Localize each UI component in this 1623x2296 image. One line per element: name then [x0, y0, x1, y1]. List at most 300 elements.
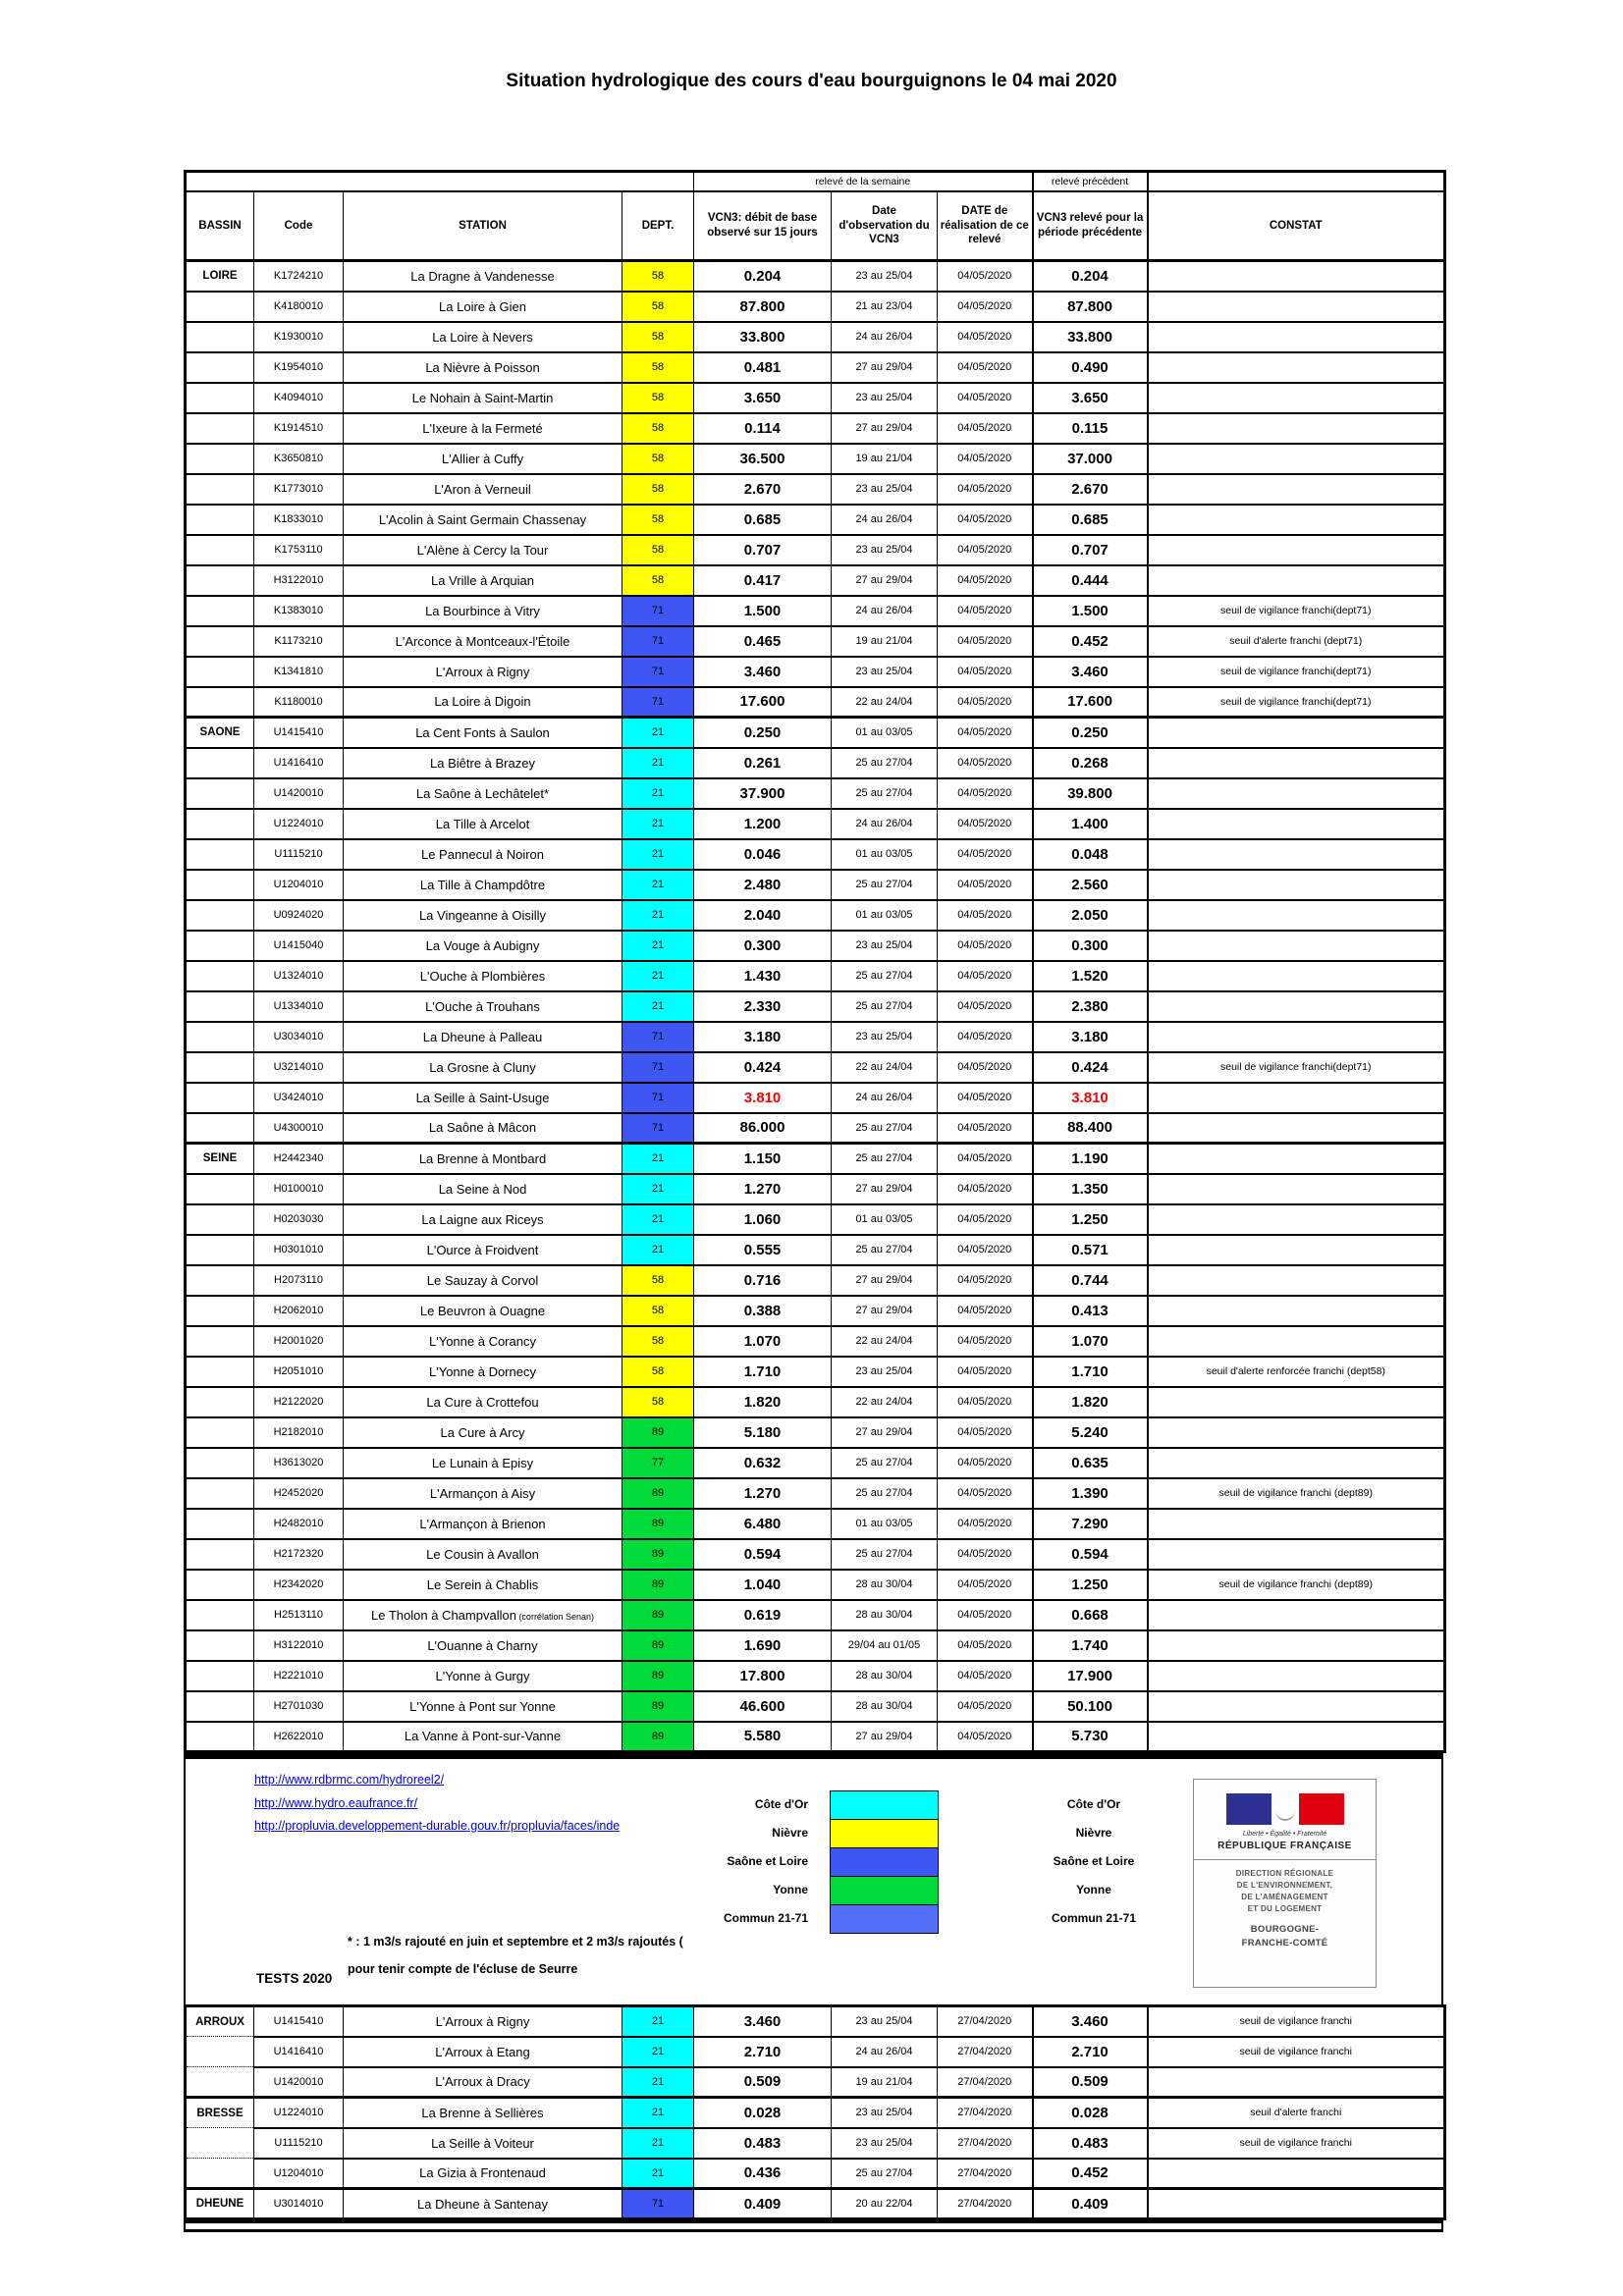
cell-vcn3: 0.409	[694, 2189, 832, 2219]
cell-code: H2513110	[254, 1600, 344, 1630]
cell-bassin	[186, 1387, 254, 1417]
cell-dept: 21	[622, 991, 694, 1022]
cell-code: U1420010	[254, 778, 344, 809]
cell-dept: 89	[622, 1478, 694, 1509]
cell-dept: 58	[622, 292, 694, 322]
cell-station: La Brenne à Montbard	[344, 1144, 622, 1174]
cell-dept: 21	[622, 1174, 694, 1204]
cell-station: La Cure à Crottefou	[344, 1387, 622, 1417]
cell-date-releve: 04/05/2020	[938, 1448, 1033, 1478]
cell-constat: seuil de vigilance franchi(dept71)	[1148, 596, 1445, 626]
cell-vcn3-previous: 2.670	[1033, 474, 1148, 505]
cell-dept: 71	[622, 1052, 694, 1083]
cell-date-releve: 27/04/2020	[938, 2006, 1033, 2037]
cell-constat	[1148, 1539, 1445, 1570]
cell-station: La Vanne à Pont-sur-Vanne	[344, 1722, 622, 1752]
cell-bassin	[186, 1722, 254, 1752]
cell-date-releve: 04/05/2020	[938, 1722, 1033, 1752]
cell-constat	[1148, 1235, 1445, 1265]
cell-station: La Dheune à Santenay	[344, 2189, 622, 2219]
cell-code: K1773010	[254, 474, 344, 505]
cell-dept: 71	[622, 1022, 694, 1052]
cell-vcn3: 0.028	[694, 2098, 832, 2128]
cell-date-releve: 04/05/2020	[938, 870, 1033, 900]
cell-date-observation: 22 au 24/04	[832, 1326, 938, 1357]
cell-date-observation: 23 au 25/04	[832, 261, 938, 292]
cell-constat	[1148, 352, 1445, 383]
cell-bassin	[186, 1235, 254, 1265]
cell-bassin	[186, 383, 254, 413]
cell-date-releve: 04/05/2020	[938, 778, 1033, 809]
cell-date-observation: 01 au 03/05	[832, 839, 938, 870]
table-row	[186, 1661, 1445, 1691]
cell-station: La Cure à Arcy	[344, 1417, 622, 1448]
table-row	[186, 1204, 1445, 1235]
cell-station: Le Cousin à Avallon	[344, 1539, 622, 1570]
table-row	[186, 1630, 1445, 1661]
cell-dept: 71	[622, 1083, 694, 1113]
table-row	[186, 1387, 1445, 1417]
cell-vcn3: 5.580	[694, 1722, 832, 1752]
cell-date-observation: 27 au 29/04	[832, 1296, 938, 1326]
cell-date-releve: 04/05/2020	[938, 1083, 1033, 1113]
cell-date-releve: 27/04/2020	[938, 2128, 1033, 2159]
cell-code: H0203030	[254, 1204, 344, 1235]
band-spacer-left	[186, 172, 694, 192]
cell-date-releve: 04/05/2020	[938, 657, 1033, 687]
cell-date-observation: 25 au 27/04	[832, 1448, 938, 1478]
cell-vcn3: 17.600	[694, 687, 832, 718]
header-date-observation: Date d'observation du VCN3	[832, 191, 938, 261]
cell-vcn3-previous: 0.707	[1033, 535, 1148, 565]
cell-date-releve: 04/05/2020	[938, 322, 1033, 352]
cell-constat	[1148, 383, 1445, 413]
legend-label-commun: Commun 21-71	[723, 1911, 808, 1925]
cell-vcn3-previous: 1.520	[1033, 961, 1148, 991]
cell-constat	[1148, 1296, 1445, 1326]
cell-bassin	[186, 626, 254, 657]
cell-bassin	[186, 1570, 254, 1600]
cell-vcn3: 1.820	[694, 1387, 832, 1417]
legend-label-saone-et-loire: Saône et Loire	[727, 1854, 808, 1868]
cell-code: U1115210	[254, 839, 344, 870]
cell-vcn3: 2.480	[694, 870, 832, 900]
cell-constat: seuil de vigilance franchi(dept71)	[1148, 657, 1445, 687]
cell-date-releve: 04/05/2020	[938, 1144, 1033, 1174]
cell-date-observation: 23 au 25/04	[832, 1022, 938, 1052]
cell-station: La Seille à Saint-Usuge	[344, 1083, 622, 1113]
cell-constat	[1148, 1204, 1445, 1235]
cell-vcn3: 0.685	[694, 505, 832, 535]
cell-vcn3-previous: 3.810	[1033, 1083, 1148, 1113]
table-row	[186, 931, 1445, 961]
cell-vcn3: 2.710	[694, 2037, 832, 2067]
cell-date-observation: 19 au 21/04	[832, 2067, 938, 2098]
table-row	[186, 2128, 1445, 2159]
cell-vcn3: 2.040	[694, 900, 832, 931]
cell-dept: 21	[622, 718, 694, 748]
cell-date-releve: 04/05/2020	[938, 1113, 1033, 1144]
cell-constat: seuil de vigilance franchi (dept89)	[1148, 1478, 1445, 1509]
table-row	[186, 565, 1445, 596]
cell-vcn3: 3.180	[694, 1022, 832, 1052]
cell-date-observation: 22 au 24/04	[832, 687, 938, 718]
cell-code: K1341810	[254, 657, 344, 687]
footer-frame	[184, 1753, 1443, 2004]
legend-right-cote-dor: Côte d'Or	[1066, 1797, 1121, 1811]
cell-dept: 58	[622, 535, 694, 565]
cell-station: La Bourbince à Vitry	[344, 596, 622, 626]
cell-vcn3: 0.707	[694, 535, 832, 565]
cell-date-observation: 19 au 21/04	[832, 444, 938, 474]
cell-date-releve: 04/05/2020	[938, 687, 1033, 718]
cell-code: H2342020	[254, 1570, 344, 1600]
cell-vcn3: 1.070	[694, 1326, 832, 1357]
cell-station: La Seille à Voiteur	[344, 2128, 622, 2159]
cell-date-releve: 04/05/2020	[938, 1600, 1033, 1630]
cell-date-releve: 27/04/2020	[938, 2037, 1033, 2067]
legend-swatch-cote-dor	[830, 1790, 939, 1820]
cell-date-observation: 25 au 27/04	[832, 870, 938, 900]
table-row	[186, 505, 1445, 535]
table-row	[186, 1083, 1445, 1113]
table-row	[186, 474, 1445, 505]
cell-dept: 21	[622, 778, 694, 809]
cell-station: L'Arconce à Montceaux-l'Étoile	[344, 626, 622, 657]
cell-vcn3-previous: 0.594	[1033, 1539, 1148, 1570]
table-row	[186, 991, 1445, 1022]
cell-constat	[1148, 1265, 1445, 1296]
marianne-swirl-icon	[1275, 1799, 1295, 1821]
table-row	[186, 1509, 1445, 1539]
cell-vcn3-previous: 1.820	[1033, 1387, 1148, 1417]
footnote-line-1: * : 1 m3/s rajouté en juin et septembre et 2 m3/s rajoutés (	[348, 1935, 683, 1949]
table-row	[186, 626, 1445, 657]
cell-code: H2122020	[254, 1387, 344, 1417]
cell-constat	[1148, 413, 1445, 444]
header-constat: CONSTAT	[1148, 191, 1445, 261]
cell-date-releve: 04/05/2020	[938, 1387, 1033, 1417]
cell-vcn3-previous: 1.190	[1033, 1144, 1148, 1174]
cell-vcn3: 2.330	[694, 991, 832, 1022]
cell-station: L'Yonne à Dornecy	[344, 1357, 622, 1387]
cell-constat	[1148, 991, 1445, 1022]
cell-bassin	[186, 474, 254, 505]
cell-bassin	[186, 931, 254, 961]
cell-date-releve: 27/04/2020	[938, 2159, 1033, 2189]
table-row	[186, 748, 1445, 778]
cell-station: L'Armançon à Aisy	[344, 1478, 622, 1509]
cell-vcn3-previous: 0.444	[1033, 565, 1148, 596]
cell-dept: 21	[622, 2006, 694, 2037]
cell-constat	[1148, 565, 1445, 596]
cell-station: L'Allier à Cuffy	[344, 444, 622, 474]
cell-constat	[1148, 961, 1445, 991]
cell-dept: 21	[622, 2128, 694, 2159]
cell-date-observation: 23 au 25/04	[832, 931, 938, 961]
table-row	[186, 1417, 1445, 1448]
cell-vcn3-previous: 0.452	[1033, 626, 1148, 657]
cell-date-observation: 23 au 25/04	[832, 1357, 938, 1387]
cell-date-releve: 04/05/2020	[938, 1661, 1033, 1691]
table-row	[186, 2067, 1445, 2098]
tests-2020-label: TESTS 2020	[256, 1971, 333, 1986]
main-table	[184, 170, 1446, 1753]
table-row	[186, 383, 1445, 413]
cell-bassin	[186, 809, 254, 839]
cell-constat	[1148, 1691, 1445, 1722]
cell-date-observation: 25 au 27/04	[832, 961, 938, 991]
cell-dept: 58	[622, 1265, 694, 1296]
cell-station: La Vingeanne à Oisilly	[344, 900, 622, 931]
cell-code: U4300010	[254, 1113, 344, 1144]
table-row	[186, 261, 1445, 292]
cell-constat	[1148, 1509, 1445, 1539]
cell-station: La Saône à Lechâtelet*	[344, 778, 622, 809]
table-row	[186, 2098, 1445, 2128]
cell-vcn3: 6.480	[694, 1509, 832, 1539]
cell-vcn3-previous: 0.028	[1033, 2098, 1148, 2128]
table-row	[186, 1296, 1445, 1326]
cell-date-releve: 04/05/2020	[938, 444, 1033, 474]
cell-station: L'Ource à Froidvent	[344, 1235, 622, 1265]
cell-date-releve: 04/05/2020	[938, 1417, 1033, 1448]
cell-vcn3: 1.150	[694, 1144, 832, 1174]
cell-code: U1416410	[254, 748, 344, 778]
cell-date-releve: 04/05/2020	[938, 900, 1033, 931]
cell-date-releve: 04/05/2020	[938, 474, 1033, 505]
cell-constat	[1148, 535, 1445, 565]
cell-vcn3-previous: 3.460	[1033, 657, 1148, 687]
cell-dept: 21	[622, 2037, 694, 2067]
cell-constat: seuil de vigilance franchi (dept89)	[1148, 1570, 1445, 1600]
cell-date-observation: 23 au 25/04	[832, 474, 938, 505]
cell-bassin	[186, 2037, 254, 2067]
cell-vcn3-previous: 0.424	[1033, 1052, 1148, 1083]
band-spacer-right	[1148, 172, 1445, 192]
cell-vcn3: 36.500	[694, 444, 832, 474]
cell-constat	[1148, 474, 1445, 505]
table-row	[186, 2006, 1445, 2037]
header-date-releve: DATE de réalisation de ce relevé	[938, 191, 1033, 261]
cell-vcn3-previous: 0.483	[1033, 2128, 1148, 2159]
cell-vcn3: 0.716	[694, 1265, 832, 1296]
cell-code: H0301010	[254, 1235, 344, 1265]
cell-dept: 21	[622, 2067, 694, 2098]
cell-bassin	[186, 505, 254, 535]
cell-bassin	[186, 352, 254, 383]
cell-code: U1224010	[254, 809, 344, 839]
link-propluvia[interactable]: http://propluvia.developpement-durable.gouv.fr/propluvia/faces/inde	[254, 1819, 621, 1833]
cell-vcn3-previous: 1.250	[1033, 1204, 1148, 1235]
cell-dept: 89	[622, 1630, 694, 1661]
cell-constat	[1148, 1600, 1445, 1630]
cell-station: La Cent Fonts à Saulon	[344, 718, 622, 748]
cell-date-observation: 24 au 26/04	[832, 2037, 938, 2067]
cell-code: K1954010	[254, 352, 344, 383]
cell-dept: 71	[622, 657, 694, 687]
cell-date-observation: 28 au 30/04	[832, 1600, 938, 1630]
cell-vcn3-previous: 0.744	[1033, 1265, 1148, 1296]
cell-bassin	[186, 839, 254, 870]
cell-dept: 21	[622, 1235, 694, 1265]
table-row	[186, 535, 1445, 565]
cell-dept: 21	[622, 1204, 694, 1235]
cell-bassin	[186, 900, 254, 931]
cell-bassin	[186, 1691, 254, 1722]
cell-date-observation: 27 au 29/04	[832, 1417, 938, 1448]
cell-code: U1224010	[254, 2098, 344, 2128]
cell-station: Le Nohain à Saint-Martin	[344, 383, 622, 413]
cell-vcn3-previous: 1.740	[1033, 1630, 1148, 1661]
footnote-line-2: pour tenir compte de l'écluse de Seurre	[348, 1962, 578, 1976]
cell-station: La Grosne à Cluny	[344, 1052, 622, 1083]
cell-dept: 58	[622, 505, 694, 535]
cell-dept: 71	[622, 1113, 694, 1144]
cell-bassin	[186, 1478, 254, 1509]
cell-constat	[1148, 1326, 1445, 1357]
cell-vcn3: 1.270	[694, 1174, 832, 1204]
legend-right-yonne: Yonne	[1076, 1883, 1111, 1896]
table-row	[186, 1174, 1445, 1204]
cell-vcn3-previous: 1.070	[1033, 1326, 1148, 1357]
cell-bassin	[186, 687, 254, 718]
link-hydroreel[interactable]: http://www.rdbrmc.com/hydroreel2/	[254, 1773, 445, 1787]
cell-dept: 58	[622, 261, 694, 292]
cell-constat	[1148, 2159, 1445, 2189]
cell-dept: 71	[622, 2189, 694, 2219]
band-row	[186, 172, 1445, 192]
cell-date-releve: 04/05/2020	[938, 596, 1033, 626]
cell-station: L'Yonne à Corancy	[344, 1326, 622, 1357]
cell-vcn3: 0.261	[694, 748, 832, 778]
cell-station: L'Ouche à Trouhans	[344, 991, 622, 1022]
cell-vcn3: 3.460	[694, 2006, 832, 2037]
cell-date-observation: 23 au 25/04	[832, 2098, 938, 2128]
cell-constat: seuil d'alerte renforcée franchi (dept58)	[1148, 1357, 1445, 1387]
cell-date-releve: 04/05/2020	[938, 1570, 1033, 1600]
cell-code: H2073110	[254, 1265, 344, 1296]
cell-dept: 21	[622, 900, 694, 931]
flag-blue-block	[1226, 1793, 1271, 1825]
cell-code: H2062010	[254, 1296, 344, 1326]
cell-constat	[1148, 261, 1445, 292]
cell-vcn3: 0.388	[694, 1296, 832, 1326]
cell-vcn3-previous: 87.800	[1033, 292, 1148, 322]
cell-dept: 58	[622, 413, 694, 444]
cell-code: H2051010	[254, 1357, 344, 1387]
cell-vcn3-previous: 1.350	[1033, 1174, 1148, 1204]
cell-vcn3-previous: 1.390	[1033, 1478, 1148, 1509]
cell-vcn3: 1.200	[694, 809, 832, 839]
cell-bassin: LOIRE	[186, 261, 254, 292]
cell-station: L'Alène à Cercy la Tour	[344, 535, 622, 565]
cell-dept: 58	[622, 565, 694, 596]
cell-date-observation: 22 au 24/04	[832, 1387, 938, 1417]
cell-code: K4094010	[254, 383, 344, 413]
cell-vcn3-previous: 0.204	[1033, 261, 1148, 292]
cell-constat	[1148, 1144, 1445, 1174]
cell-station: Le Tholon à Champvallon (corrélation Senan)	[344, 1600, 622, 1630]
table-row	[186, 1600, 1445, 1630]
cell-vcn3: 0.300	[694, 931, 832, 961]
cell-date-releve: 04/05/2020	[938, 931, 1033, 961]
table-row	[186, 1235, 1445, 1265]
cell-bassin	[186, 1174, 254, 1204]
table-row	[186, 1326, 1445, 1357]
cell-vcn3: 0.483	[694, 2128, 832, 2159]
cell-date-releve: 04/05/2020	[938, 413, 1033, 444]
cell-dept: 89	[622, 1722, 694, 1752]
cell-constat	[1148, 718, 1445, 748]
cell-vcn3: 1.430	[694, 961, 832, 991]
table-row	[186, 839, 1445, 870]
cell-date-observation: 28 au 30/04	[832, 1691, 938, 1722]
cell-station: L'Yonne à Gurgy	[344, 1661, 622, 1691]
cell-vcn3-previous: 1.500	[1033, 596, 1148, 626]
cell-date-releve: 04/05/2020	[938, 383, 1033, 413]
cell-vcn3-previous: 0.668	[1033, 1600, 1148, 1630]
cell-date-releve: 04/05/2020	[938, 839, 1033, 870]
cell-date-releve: 04/05/2020	[938, 292, 1033, 322]
cell-bassin	[186, 413, 254, 444]
cell-date-observation: 25 au 27/04	[832, 1478, 938, 1509]
cell-constat	[1148, 2067, 1445, 2098]
cell-station: La Tille à Champdôtre	[344, 870, 622, 900]
cell-date-releve: 04/05/2020	[938, 1022, 1033, 1052]
cell-vcn3-previous: 50.100	[1033, 1691, 1148, 1722]
cell-dept: 71	[622, 687, 694, 718]
cell-code: U1334010	[254, 991, 344, 1022]
cell-bassin	[186, 1296, 254, 1326]
cell-vcn3-previous: 17.900	[1033, 1661, 1148, 1691]
cell-date-observation: 28 au 30/04	[832, 1570, 938, 1600]
cell-constat: seuil de vigilance franchi	[1148, 2128, 1445, 2159]
legend-swatch-nievre	[830, 1819, 939, 1848]
footnote	[348, 1928, 683, 1983]
cell-code: K1753110	[254, 535, 344, 565]
table-row	[186, 1570, 1445, 1600]
cell-vcn3-previous: 2.710	[1033, 2037, 1148, 2067]
header-station: STATION	[344, 191, 622, 261]
cell-constat	[1148, 1387, 1445, 1417]
cell-date-observation: 27 au 29/04	[832, 1174, 938, 1204]
cell-vcn3-previous: 0.250	[1033, 718, 1148, 748]
cell-code: U1415040	[254, 931, 344, 961]
link-hydro-eaufrance[interactable]: http://www.hydro.eaufrance.fr/	[254, 1795, 418, 1810]
cell-code: H2182010	[254, 1417, 344, 1448]
dreal-line-2: DE L'ENVIRONNEMENT,	[1236, 1881, 1333, 1890]
cell-date-observation: 19 au 21/04	[832, 626, 938, 657]
cell-date-observation: 28 au 30/04	[832, 1661, 938, 1691]
cell-constat	[1148, 1174, 1445, 1204]
flag-red-block	[1299, 1793, 1344, 1825]
legend-right-saone-et-loire: Saône et Loire	[1053, 1854, 1135, 1868]
cell-bassin	[186, 1448, 254, 1478]
cell-dept: 21	[622, 839, 694, 870]
cell-date-releve: 04/05/2020	[938, 1509, 1033, 1539]
cell-bassin	[186, 292, 254, 322]
cell-station: La Seine à Nod	[344, 1174, 622, 1204]
cell-dept: 89	[622, 1600, 694, 1630]
cell-station: Le Serein à Chablis	[344, 1570, 622, 1600]
cell-vcn3-previous: 88.400	[1033, 1113, 1148, 1144]
cell-constat	[1148, 1113, 1445, 1144]
cell-vcn3-previous: 1.400	[1033, 809, 1148, 839]
cell-bassin	[186, 1600, 254, 1630]
cell-dept: 89	[622, 1691, 694, 1722]
cell-date-observation: 24 au 26/04	[832, 1083, 938, 1113]
